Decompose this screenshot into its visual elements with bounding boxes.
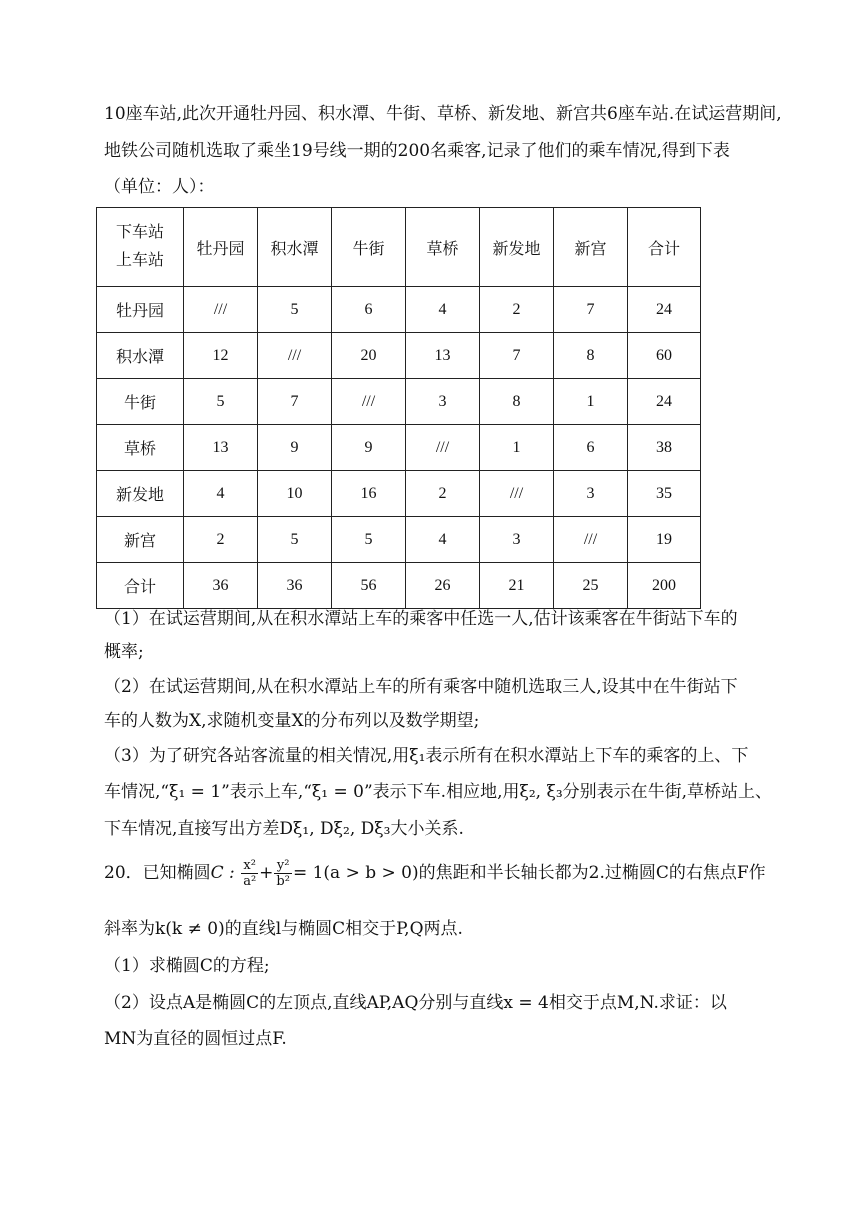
table-cell: 7 [258, 379, 332, 425]
table-cell: 10 [258, 471, 332, 517]
table-cell: 7 [480, 333, 554, 379]
table-row [97, 517, 701, 563]
equation-rest: = 1(a > b > 0) [292, 863, 419, 883]
table-cell: 20 [332, 333, 406, 379]
table-cell: 6 [554, 425, 628, 471]
table-row [97, 471, 701, 517]
table-row [97, 425, 701, 471]
passenger-table [96, 207, 701, 609]
table-cell: 5 [184, 379, 258, 425]
table-cell: 8 [480, 379, 554, 425]
table-cell: 1 [554, 379, 628, 425]
table-cell: 13 [406, 333, 480, 379]
table-cell: 26 [406, 563, 480, 609]
problem-20-question-2-line-1: （2）设点A是椭圆C的左顶点,直线AP,AQ分别与直线x = 4相交于点M,N.求证：以 [104, 993, 727, 1013]
table-cell: 2 [480, 287, 554, 333]
table-cell: 7 [554, 287, 628, 333]
table-cell: 19 [628, 517, 701, 563]
table-cell: 36 [184, 563, 258, 609]
table-header: 积水潭 [258, 208, 332, 287]
table-cell: /// [184, 287, 258, 333]
row-station: 积水潭 [97, 333, 184, 379]
table-cell: 5 [258, 287, 332, 333]
row-station: 合计 [97, 563, 184, 609]
problem-number: 20． [104, 863, 143, 883]
fraction-x-denominator: a² [243, 874, 257, 889]
problem-20-line-2: 斜率为k(k ≠ 0)的直线l与椭圆C相交于P,Q两点. [104, 919, 463, 939]
intro-line-3: （单位：人）： [104, 177, 215, 197]
table-cell: 12 [184, 333, 258, 379]
table-cell: /// [258, 333, 332, 379]
problem-20-question-1: （1）求椭圆C的方程; [104, 956, 270, 976]
table-cell: 24 [628, 287, 701, 333]
table-cell: 56 [332, 563, 406, 609]
table-header: 新宫 [554, 208, 628, 287]
table-cell: 25 [554, 563, 628, 609]
table-cell: 16 [332, 471, 406, 517]
row-station: 牛街 [97, 379, 184, 425]
table-cell: 3 [406, 379, 480, 425]
table-cell: 4 [406, 287, 480, 333]
table-cell: 5 [258, 517, 332, 563]
table-cell: /// [332, 379, 406, 425]
table-row [97, 287, 701, 333]
ellipse-label: C : [210, 863, 235, 883]
table-cell: 36 [258, 563, 332, 609]
table-cell: 13 [184, 425, 258, 471]
table-cell: 2 [184, 517, 258, 563]
table-header: 合计 [628, 208, 701, 287]
problem-tail: 的焦距和半长轴长都为2.过椭圆C的右焦点F作 [418, 863, 766, 883]
row-station: 草桥 [97, 425, 184, 471]
table-cell: 8 [554, 333, 628, 379]
table-cell: 21 [480, 563, 554, 609]
question-3-line-1: （3）为了研究各站客流量的相关情况,用ξ₁表示所有在积水潭站上下车的乘客的上、下 [104, 746, 749, 766]
table-cell: /// [480, 471, 554, 517]
question-2-line-2: 车的人数为X,求随机变量X的分布列以及数学期望; [104, 711, 480, 731]
question-3-line-3: 下车情况,直接写出方差Dξ₁, Dξ₂, Dξ₃大小关系. [104, 819, 464, 839]
problem-20-question-2-line-2: MN为直径的圆恒过点F. [104, 1029, 287, 1049]
fraction-y-numerator: y² [274, 858, 292, 874]
fraction-y-denominator: b² [276, 874, 290, 889]
fraction-y [274, 858, 292, 889]
table-cell: 6 [332, 287, 406, 333]
table-cell: 4 [406, 517, 480, 563]
table-cell: 1 [480, 425, 554, 471]
corner-bottom-label: 上车站 [115, 252, 164, 269]
question-3-line-2: 车情况,“ξ₁ = 1”表示上车,“ξ₁ = 0”表示下车.相应地,用ξ₂, ξ₃分别表示在牛街,草桥站上、 [104, 782, 773, 802]
intro-line-1: 10座车站,此次开通牡丹园、积水潭、牛街、草桥、新发地、新宫共6座车站.在试运营期间, [104, 104, 782, 124]
table-cell: 60 [628, 333, 701, 379]
table-cell: 35 [628, 471, 701, 517]
row-station: 新宫 [97, 517, 184, 563]
table-row [97, 379, 701, 425]
table-header-row [97, 208, 701, 287]
table-cell: 24 [628, 379, 701, 425]
table-header: 牡丹园 [184, 208, 258, 287]
question-1-line-2: 概率; [104, 642, 144, 662]
table-cell: /// [406, 425, 480, 471]
table-cell: 3 [554, 471, 628, 517]
table-cell: 2 [406, 471, 480, 517]
table-cell: /// [554, 517, 628, 563]
table-cell: 38 [628, 425, 701, 471]
table-header: 新发地 [480, 208, 554, 287]
fraction-x [241, 858, 258, 889]
table-header: 牛街 [332, 208, 406, 287]
problem-20-line-1: 20．已知椭圆C : $\frac{\text{x²}}{\text{a²}}$ + $\frac{\text{y²}}{\text{b²}}$ = 1(a > b > 0)的焦距和半长轴长都为2.过椭圆C的右焦点F作 [104, 858, 766, 889]
table-cell: 9 [258, 425, 332, 471]
intro-line-2: 地铁公司随机选取了乘坐19号线一期的200名乘客,记录了他们的乘车情况,得到下表 [104, 141, 730, 161]
fraction-x-numerator: x² [241, 858, 258, 874]
problem-lead: 已知椭圆 [142, 863, 211, 883]
row-station: 新发地 [97, 471, 184, 517]
row-station: 牡丹园 [97, 287, 184, 333]
table-cell: 4 [184, 471, 258, 517]
table-header: 草桥 [406, 208, 480, 287]
table-corner-cell [97, 208, 184, 287]
corner-top-label: 下车站 [115, 224, 164, 241]
table-cell: 200 [628, 563, 701, 609]
table-row [97, 333, 701, 379]
table-cell: 3 [480, 517, 554, 563]
table-row-total [97, 563, 701, 609]
question-2-line-1: （2）在试运营期间,从在积水潭站上车的所有乘客中随机选取三人,设其中在牛街站下 [104, 677, 738, 697]
table-cell: 5 [332, 517, 406, 563]
table-cell: 9 [332, 425, 406, 471]
question-1-line-1: （1）在试运营期间,从在积水潭站上车的乘客中任选一人,估计该乘客在牛街站下车的 [104, 609, 738, 629]
